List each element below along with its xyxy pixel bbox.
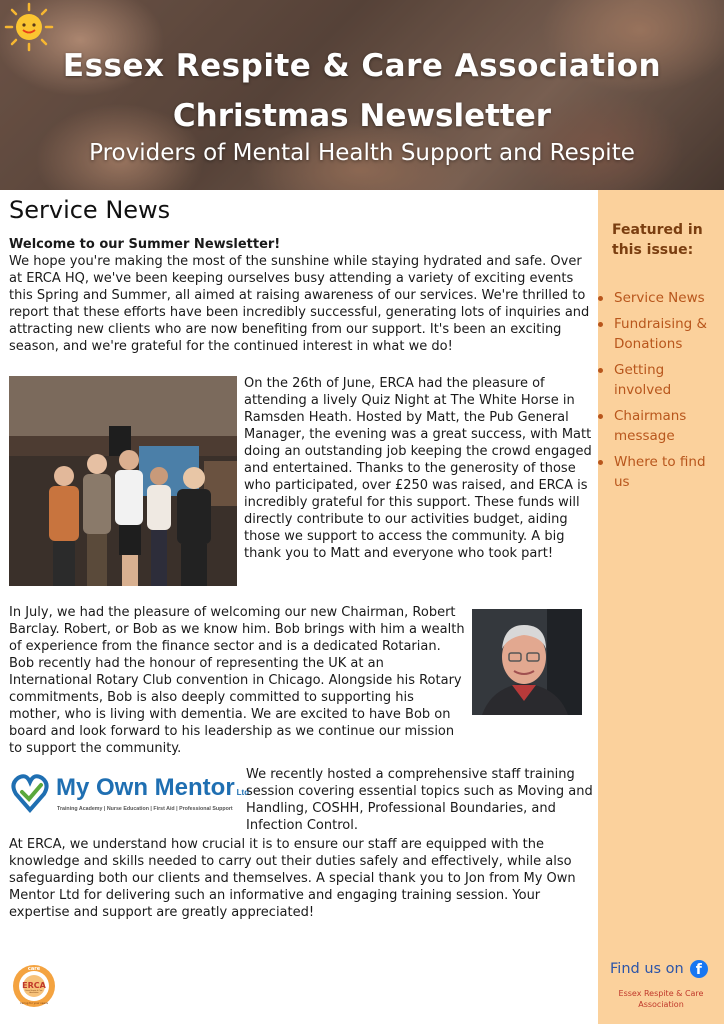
chairman-paragraph: In July, we had the pleasure of welcoming our new Chairman, Robert Barclay. Robert, or Bob as we know him. Bob brings with him a wealth of experience from the finance sector and is a dedicated Rotarian. Bob recently had the honour of representing the UK at an International Rotary Club convention in Chicago. Alongside his Rotary commitments, Bob is also deeply committed to supporting his mother, who is living with dementia. We are excited to have Bob on board and look forward to his leadership as we continue our mission to support the community.	[9, 605, 465, 756]
header-banner	[0, 0, 724, 190]
sidebar-org-line1: Essex Respite & Care	[618, 989, 704, 998]
quiz-night-photo-illustration	[9, 376, 237, 586]
sidebar-title: Featured in this issue:	[612, 222, 703, 258]
training-body-paragraph: At ERCA, we understand how crucial it is to ensure our staff are equipped with the knowledge and skills needed to carry out their duties safely and effectively, while also safeguarding both our clients and themselves. A special thank you to Jon from My Own Mentor Ltd for delivering such an informative and engaging training session. Your expertise and support are greatly appreciated!	[9, 837, 576, 920]
erca-logo-text: ERCA	[22, 981, 46, 990]
featured-sidebar	[598, 190, 724, 1024]
featured-item-getting-involved[interactable]: Getting involved	[598, 360, 724, 400]
intro-paragraph: We hope you're making the most of the sunshine while staying hydrated and safe. Over at ERCA HQ, we've been keeping ourselves busy attending a variety of exciting events this Spring and Summer, all aimed at raising awareness of our services. We're thrilled to report that these efforts have been incredibly successful, generating lots of inquiries and attracting new clients who are now benefiting from our support. It's been an exciting season, and we're grateful for the continued interest in what we do!	[9, 254, 590, 354]
sidebar-org-name	[598, 988, 724, 1010]
newsletter-title: Christmas Newsletter	[172, 98, 552, 134]
newsletter-org-title: Essex Respite & Care Association	[62, 48, 662, 84]
erca-logo	[12, 964, 56, 1008]
mentor-logo-suffix: Ltd	[236, 788, 250, 797]
facebook-icon[interactable]: f	[690, 960, 708, 978]
sun-icon	[4, 2, 54, 52]
training-intro-paragraph: We recently hosted a comprehensive staff training session covering essential topics such as Moving and Handling, COSHH, Professional Boundaries, and Infection Control.	[246, 767, 593, 833]
erca-logo-ring-text: Essex Respite & Care Association	[25, 991, 43, 994]
quiz-night-photo	[9, 376, 237, 586]
my-own-mentor-logo	[10, 770, 250, 818]
section-title: Service News	[9, 196, 171, 224]
sidebar-org-line2: Association	[638, 1000, 684, 1009]
featured-item-chairmans-message[interactable]: Chairmans message	[598, 406, 724, 446]
featured-item-fundraising[interactable]: Fundraising & Donations	[598, 314, 724, 354]
quiz-night-paragraph: On the 26th of June, ERCA had the pleasure of attending a lively Quiz Night at The White Horse in Ramsden Heath. Hosted by Matt, the Pub General Manager, the evening was a great success, with Matt doing an outstanding job keeping the crowd engaged and entertained. Thanks to the generosity of those who participated, over £250 was raised, and ERCA is incredibly grateful for this support. These funds will directly contribute to our activities budget, aiding those we support to access the community. A big thank you to Matt and everyone who took part!	[244, 376, 592, 561]
find-us-on-facebook[interactable]	[610, 960, 708, 978]
featured-list	[598, 288, 724, 498]
featured-item-where-to-find-us[interactable]: Where to find us	[598, 452, 724, 492]
mentor-logo-name: My Own Mentor	[56, 774, 235, 801]
chairman-photo	[472, 609, 582, 715]
erca-logo-top: care	[27, 966, 41, 972]
find-us-label: Find us on	[610, 961, 684, 977]
welcome-heading: Welcome to our Summer Newsletter!	[9, 237, 281, 252]
newsletter-subtitle: Providers of Mental Health Support and Respite	[89, 140, 635, 166]
chairman-photo-illustration	[472, 609, 582, 715]
mentor-logo-tagline: Training Academy | Nurse Education | First Aid | Professional Support	[57, 806, 233, 812]
erca-logo-motto: Caring for your needs	[19, 1002, 49, 1005]
featured-item-service-news[interactable]: Service News	[598, 288, 724, 308]
